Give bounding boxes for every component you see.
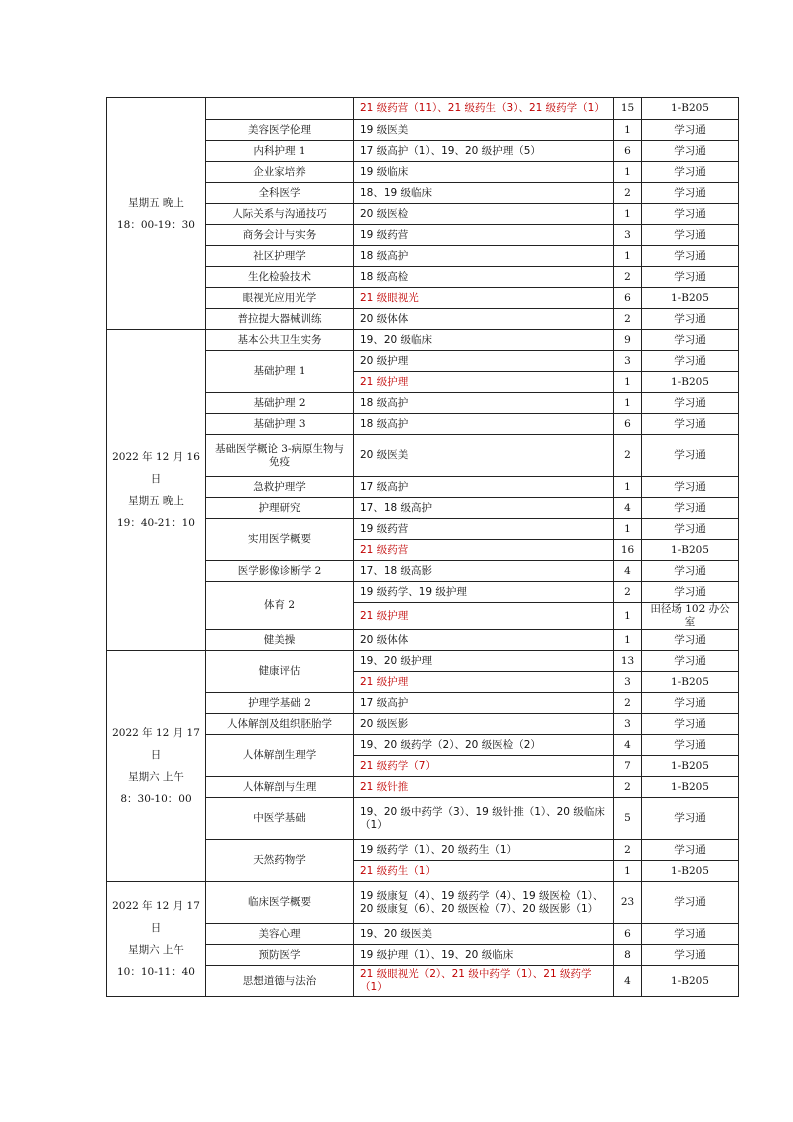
- student-count-cell: 3: [614, 714, 642, 735]
- class-list-cell: 19、20 级药学（2）、20 级医检（2）: [354, 735, 614, 756]
- student-count-cell: 2: [614, 435, 642, 477]
- table-row: [107, 882, 739, 924]
- time-slot-line: 星期五 晚上: [128, 495, 184, 507]
- class-list-cell: 20 级医影: [354, 714, 614, 735]
- course-name-cell: 基础护理 3: [206, 414, 354, 435]
- venue-cell: 1-B205: [642, 372, 739, 393]
- venue-cell: 1-B205: [642, 861, 739, 882]
- student-count-cell: 1: [614, 861, 642, 882]
- time-slot-cell: [107, 330, 206, 651]
- class-list-cell: 19 级药学、19 级护理: [354, 582, 614, 603]
- student-count-cell: 1: [614, 372, 642, 393]
- venue-cell: 1-B205: [642, 777, 739, 798]
- course-name-cell: 人体解剖及组织胚胎学: [206, 714, 354, 735]
- class-list-cell: 19、20 级临床: [354, 330, 614, 351]
- venue-cell: 学习通: [642, 225, 739, 246]
- time-slot-line: 19：40-21：10: [117, 517, 195, 529]
- student-count-cell: 2: [614, 693, 642, 714]
- class-list-cell: 21 级护理: [354, 603, 614, 630]
- class-list-cell: 18、19 级临床: [354, 183, 614, 204]
- venue-cell: 学习通: [642, 435, 739, 477]
- student-count-cell: 2: [614, 777, 642, 798]
- class-list-cell: 20 级医美: [354, 435, 614, 477]
- class-list-cell: 20 级护理: [354, 351, 614, 372]
- class-list-cell: 19、20 级护理: [354, 651, 614, 672]
- class-list-cell: 18 级高护: [354, 414, 614, 435]
- class-list-cell: 19 级药学（1）、20 级药生（1）: [354, 840, 614, 861]
- venue-cell: 学习通: [642, 267, 739, 288]
- venue-cell: 田径场 102 办公室: [642, 603, 739, 630]
- course-name-cell: 人体解剖与生理: [206, 777, 354, 798]
- table-row: [107, 651, 739, 672]
- venue-cell: 学习通: [642, 246, 739, 267]
- course-name-cell: 社区护理学: [206, 246, 354, 267]
- student-count-cell: 7: [614, 756, 642, 777]
- student-count-cell: 1: [614, 519, 642, 540]
- course-name-cell: 基本公共卫生实务: [206, 330, 354, 351]
- student-count-cell: 6: [614, 288, 642, 309]
- schedule-body: [107, 98, 739, 997]
- venue-cell: 1-B205: [642, 756, 739, 777]
- student-count-cell: 9: [614, 330, 642, 351]
- class-list-cell: 21 级针推: [354, 777, 614, 798]
- venue-cell: 学习通: [642, 561, 739, 582]
- venue-cell: 学习通: [642, 309, 739, 330]
- class-list-cell: 17、18 级高影: [354, 561, 614, 582]
- student-count-cell: 4: [614, 966, 642, 997]
- venue-cell: 学习通: [642, 414, 739, 435]
- class-list-cell: 19 级医美: [354, 120, 614, 141]
- student-count-cell: 3: [614, 225, 642, 246]
- venue-cell: 学习通: [642, 120, 739, 141]
- time-slot-line: 2022 年 12 月 17 日: [112, 900, 200, 934]
- course-name-cell: 医学影像诊断学 2: [206, 561, 354, 582]
- student-count-cell: 5: [614, 798, 642, 840]
- venue-cell: 学习通: [642, 204, 739, 225]
- class-list-cell: 21 级护理: [354, 672, 614, 693]
- class-list-cell: 18 级高护: [354, 393, 614, 414]
- venue-cell: 学习通: [642, 183, 739, 204]
- student-count-cell: 2: [614, 183, 642, 204]
- class-list-cell: 17 级高护: [354, 477, 614, 498]
- class-list-cell: 21 级护理: [354, 372, 614, 393]
- student-count-cell: 16: [614, 540, 642, 561]
- class-list-cell: 20 级医检: [354, 204, 614, 225]
- course-name-cell: 体育 2: [206, 582, 354, 630]
- venue-cell: 学习通: [642, 351, 739, 372]
- student-count-cell: 3: [614, 351, 642, 372]
- class-list-cell: 19 级药营: [354, 519, 614, 540]
- student-count-cell: 1: [614, 162, 642, 183]
- student-count-cell: 6: [614, 924, 642, 945]
- course-name-cell: 全科医学: [206, 183, 354, 204]
- class-list-cell: 19 级临床: [354, 162, 614, 183]
- student-count-cell: 4: [614, 498, 642, 519]
- venue-cell: 学习通: [642, 330, 739, 351]
- class-list-cell: 19 级康复（4）、19 级药学（4）、19 级医检（1）、20 级康复（6）、20 级医检（7）、20 级医影（1）: [354, 882, 614, 924]
- course-name-cell: 美容心理: [206, 924, 354, 945]
- venue-cell: 1-B205: [642, 966, 739, 997]
- course-name-cell: 中医学基础: [206, 798, 354, 840]
- time-slot-line: 2022 年 12 月 17 日: [112, 727, 200, 761]
- table-row: [107, 98, 739, 120]
- time-slot-line: 10：10-11：40: [117, 966, 195, 978]
- course-name-cell: 内科护理 1: [206, 141, 354, 162]
- class-list-cell: 19 级药营: [354, 225, 614, 246]
- venue-cell: 学习通: [642, 498, 739, 519]
- student-count-cell: 4: [614, 735, 642, 756]
- time-slot-cell: [107, 882, 206, 997]
- class-list-cell: 19、20 级中药学（3）、19 级针推（1）、20 级临床（1）: [354, 798, 614, 840]
- time-slot-line: 星期五 晚上: [128, 196, 184, 209]
- course-name-cell: 商务会计与实务: [206, 225, 354, 246]
- class-list-cell: 19、20 级医美: [354, 924, 614, 945]
- student-count-cell: 1: [614, 393, 642, 414]
- class-list-cell: 21 级药营: [354, 540, 614, 561]
- venue-cell: 学习通: [642, 651, 739, 672]
- venue-cell: 学习通: [642, 924, 739, 945]
- student-count-cell: 2: [614, 582, 642, 603]
- class-list-cell: 17 级高护（1）、19、20 级护理（5）: [354, 141, 614, 162]
- venue-cell: 学习通: [642, 582, 739, 603]
- class-list-cell: 17 级高护: [354, 693, 614, 714]
- venue-cell: 学习通: [642, 393, 739, 414]
- class-list-cell: 21 级眼视光（2）、21 级中药学（1）、21 级药学（1）: [354, 966, 614, 997]
- student-count-cell: 1: [614, 120, 642, 141]
- time-slot-line: 8：30-10：00: [120, 793, 192, 805]
- venue-cell: 学习通: [642, 162, 739, 183]
- venue-cell: 学习通: [642, 714, 739, 735]
- student-count-cell: 1: [614, 603, 642, 630]
- course-name-cell: 急救护理学: [206, 477, 354, 498]
- class-list-cell: 21 级药学（7）: [354, 756, 614, 777]
- table-row: [107, 330, 739, 351]
- student-count-cell: 1: [614, 630, 642, 651]
- time-slot-cell: [107, 98, 206, 330]
- venue-cell: 学习通: [642, 141, 739, 162]
- venue-cell: 学习通: [642, 693, 739, 714]
- course-name-cell: 健美操: [206, 630, 354, 651]
- time-slot-line: 18：00-19：30: [117, 218, 195, 231]
- exam-schedule-table: [106, 97, 739, 997]
- class-list-cell: 18 级高检: [354, 267, 614, 288]
- class-list-cell: 20 级体体: [354, 630, 614, 651]
- venue-cell: 学习通: [642, 945, 739, 966]
- student-count-cell: 3: [614, 672, 642, 693]
- class-list-cell: 19 级护理（1）、19、20 级临床: [354, 945, 614, 966]
- student-count-cell: 4: [614, 561, 642, 582]
- course-name-cell: 基础护理 1: [206, 351, 354, 393]
- class-list-cell: 21 级眼视光: [354, 288, 614, 309]
- course-name-cell: 眼视光应用光学: [206, 288, 354, 309]
- student-count-cell: 1: [614, 204, 642, 225]
- class-list-cell: 18 级高护: [354, 246, 614, 267]
- class-list-cell: 17、18 级高护: [354, 498, 614, 519]
- class-list-cell: 20 级体体: [354, 309, 614, 330]
- venue-cell: 学习通: [642, 519, 739, 540]
- student-count-cell: 1: [614, 477, 642, 498]
- venue-cell: 1-B205: [642, 288, 739, 309]
- course-name-cell: 健康评估: [206, 651, 354, 693]
- venue-cell: 1-B205: [642, 98, 739, 120]
- student-count-cell: 8: [614, 945, 642, 966]
- time-slot-line: 星期六 上午: [128, 771, 184, 783]
- venue-cell: 学习通: [642, 630, 739, 651]
- course-name-cell: 预防医学: [206, 945, 354, 966]
- student-count-cell: 23: [614, 882, 642, 924]
- venue-cell: 学习通: [642, 840, 739, 861]
- student-count-cell: 15: [614, 98, 642, 120]
- venue-cell: 1-B205: [642, 540, 739, 561]
- course-name-cell: 护理学基础 2: [206, 693, 354, 714]
- time-slot-line: 2022 年 12 月 16 日: [112, 451, 200, 485]
- student-count-cell: 13: [614, 651, 642, 672]
- class-list-cell: 21 级药生（1）: [354, 861, 614, 882]
- course-name-cell: 人体解剖生理学: [206, 735, 354, 777]
- course-name-cell: 天然药物学: [206, 840, 354, 882]
- course-name-cell: 护理研究: [206, 498, 354, 519]
- student-count-cell: 2: [614, 840, 642, 861]
- course-name-cell: 人际关系与沟通技巧: [206, 204, 354, 225]
- course-name-cell: 普拉提大器械训练: [206, 309, 354, 330]
- student-count-cell: 6: [614, 141, 642, 162]
- course-name-cell: 基础医学概论 3-病原生物与免疫: [206, 435, 354, 477]
- venue-cell: 学习通: [642, 798, 739, 840]
- course-name-cell: 基础护理 2: [206, 393, 354, 414]
- student-count-cell: 2: [614, 309, 642, 330]
- student-count-cell: 2: [614, 267, 642, 288]
- course-name-cell: 思想道德与法治: [206, 966, 354, 997]
- time-slot-cell: [107, 651, 206, 882]
- course-name-cell: [206, 98, 354, 120]
- venue-cell: 1-B205: [642, 672, 739, 693]
- venue-cell: 学习通: [642, 735, 739, 756]
- course-name-cell: 临床医学概要: [206, 882, 354, 924]
- course-name-cell: 美容医学伦理: [206, 120, 354, 141]
- course-name-cell: 实用医学概要: [206, 519, 354, 561]
- venue-cell: 学习通: [642, 882, 739, 924]
- student-count-cell: 1: [614, 246, 642, 267]
- course-name-cell: 生化检验技术: [206, 267, 354, 288]
- course-name-cell: 企业家培养: [206, 162, 354, 183]
- venue-cell: 学习通: [642, 477, 739, 498]
- time-slot-line: 星期六 上午: [128, 944, 184, 956]
- class-list-cell: 21 级药营（11）、21 级药生（3）、21 级药学（1）: [354, 98, 614, 120]
- student-count-cell: 6: [614, 414, 642, 435]
